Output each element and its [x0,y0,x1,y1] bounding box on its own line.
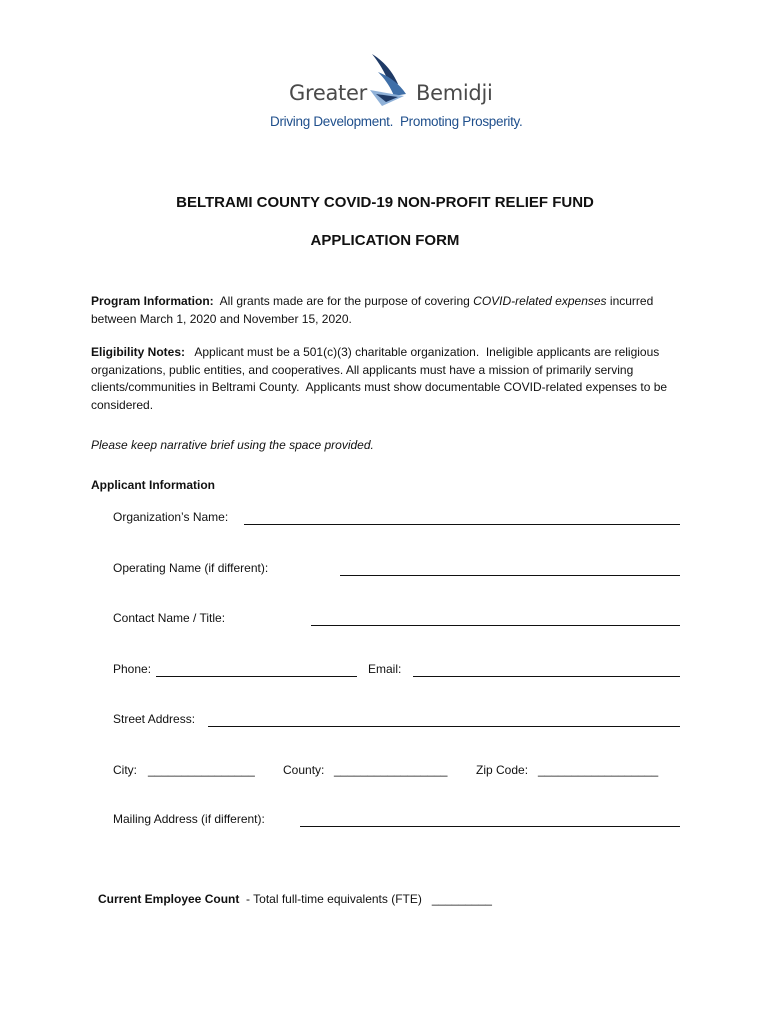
employee-count-field[interactable]: _________ [431,892,492,906]
logo-wing-icon [368,50,414,108]
program-information-text-a: All grants made are for the purpose of covering [213,294,474,308]
employee-count [98,892,492,906]
county-field[interactable]: _________________ [334,763,448,777]
applicant-information-heading: Applicant Information [91,478,215,492]
county-label: County: [283,763,325,777]
narrative-note: Please keep narrative brief using the space provided. [91,438,374,452]
city-field[interactable]: ________________ [148,763,255,777]
street-address-label: Street Address: [113,712,196,726]
contact-name-label: Contact Name / Title: [113,611,226,625]
zip-code-label: Zip Code: [476,763,529,777]
org-name-field[interactable] [244,524,680,525]
city-label: City: [113,763,137,777]
email-label: Email: [368,662,402,676]
org-name-label: Organization’s Name: [113,510,229,524]
street-address-field[interactable] [208,726,680,727]
employee-count-label: Current Employee Count [98,892,240,906]
mailing-address-field[interactable] [300,826,680,827]
program-information [91,293,691,328]
eligibility-text: Applicant must be a 501(c)(3) charitable organization. Ineligible applicants are religious organizations, public entities, and cooperatives. All applicants must have a mission of primarily serving clients/communities in Beltrami County. Applicants must show documentable COVID-related expenses to be considered. [91,345,671,412]
operating-name-field[interactable] [340,575,680,576]
contact-name-field[interactable] [311,625,680,626]
eligibility-label: Eligibility Notes: [91,345,186,359]
logo-word-greater: Greater [289,81,367,105]
phone-field[interactable] [156,676,357,677]
logo-tagline: Driving Development. Promoting Prosperity. [270,114,523,129]
operating-name-label: Operating Name (if different): [113,561,269,575]
program-information-text-b: incurred between March 1, 2020 and November 15, 2020. [91,294,654,326]
logo-word-bemidji: Bemidji [416,81,493,105]
email-field[interactable] [413,676,680,677]
zip-code-field[interactable]: __________________ [538,763,659,777]
mailing-address-label: Mailing Address (if different): [113,812,265,826]
form-title: BELTRAMI COUNTY COVID-19 NON-PROFIT RELIEF FUND [176,194,594,211]
employee-count-text: - Total full-time equivalents (FTE) [239,892,432,906]
phone-label: Phone: [113,662,152,676]
form-subtitle: APPLICATION FORM [310,232,460,249]
program-information-label: Program Information: [91,294,214,308]
eligibility-notes [91,344,691,414]
program-information-emphasis: COVID-related expenses [473,294,607,308]
logo [270,50,523,135]
